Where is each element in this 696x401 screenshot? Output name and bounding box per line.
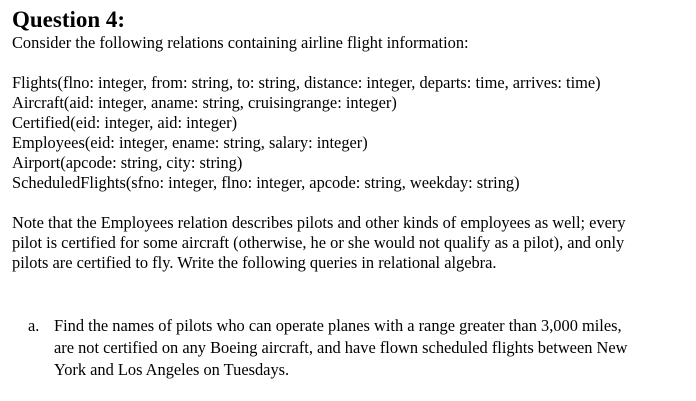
question-title: Question 4: [12, 7, 126, 32]
relation-employees: Employees(eid: integer, ename: string, salary: integer) [12, 133, 368, 152]
relation-flights: Flights(flno: integer, from: string, to: string, distance: integer, departs: time, arrives: time) [12, 73, 601, 92]
relations-list [12, 73, 692, 193]
question-intro: Consider the following relations containing airline flight information: [12, 33, 469, 52]
note-line: pilot is certified for some aircraft (otherwise, he or she would not qualify as a pilot), and only [12, 233, 625, 252]
item-line: Find the names of pilots who can operate planes with a range greater than 3,000 miles, [54, 316, 622, 335]
spacer [12, 193, 692, 213]
item-line: are not certified on any Boeing aircraft, and have flown scheduled flights between New [54, 338, 628, 357]
item-line: York and Los Angeles on Tuesdays. [54, 360, 290, 379]
relation-scheduledflights: ScheduledFlights(sfno: integer, flno: integer, apcode: string, weekday: string) [12, 173, 520, 192]
spacer [12, 53, 692, 73]
question-document [12, 6, 692, 273]
relation-airport: Airport(apcode: string, city: string) [12, 153, 243, 172]
item-marker: a. [28, 316, 40, 335]
item-text [54, 315, 627, 381]
relation-aircraft: Aircraft(aid: integer, aname: string, cruisingrange: integer) [12, 93, 397, 112]
note-paragraph [12, 213, 692, 273]
note-line: pilots are certified to fly. Write the following queries in relational algebra. [12, 253, 497, 272]
relation-certified: Certified(eid: integer, aid: integer) [12, 113, 238, 132]
note-line: Note that the Employees relation describes pilots and other kinds of employees as well; every [12, 213, 626, 232]
